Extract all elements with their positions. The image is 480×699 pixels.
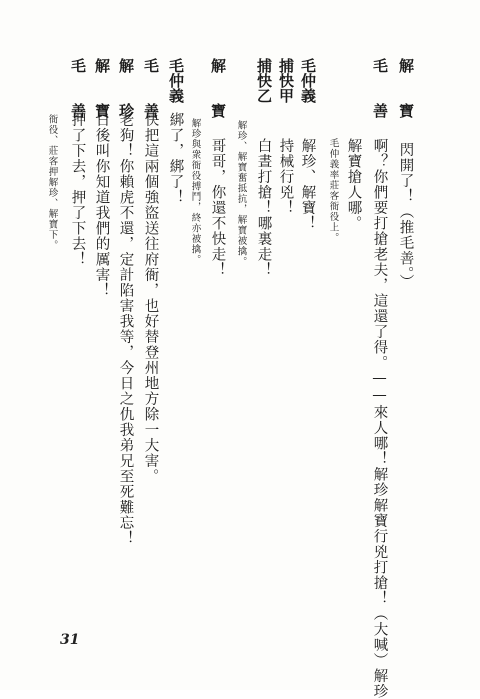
dialogue-line: 快把這兩個強盜送往府衙，也好替登州地方除一大害。 xyxy=(142,112,159,484)
dialogue-line: 哥哥，你還不快走！ xyxy=(209,138,226,278)
dialogue-line: 解珍、解寶！ xyxy=(299,138,316,231)
speaker-name: 捕快甲 xyxy=(277,58,295,103)
dialogue-line: 啊？你們要打搶老夫，這還了得。——來人哪！解珍解寶行兇打搶！（大喊）解珍 xyxy=(371,138,388,699)
speaker-name: 解 寶 xyxy=(93,58,111,118)
dialogue-line: 持械行兇！ xyxy=(277,138,294,216)
dialogue-line: 綁了，綁了！ xyxy=(167,112,184,205)
speaker-name: 毛 善 xyxy=(142,58,160,118)
speaker-name: 毛 善 xyxy=(371,58,389,118)
speaker-name: 毛仲義 xyxy=(167,58,185,103)
dialogue-line: 白晝打搶！哪裏走！ xyxy=(255,138,272,278)
speaker-name: 解 寶 xyxy=(209,58,227,118)
speaker-name: 毛 善 xyxy=(69,58,87,118)
stage-direction: 衙役、莊客押解珍、解寶下。 xyxy=(46,114,58,251)
page-number: 31 xyxy=(60,632,80,648)
speaker-name: 解 寶 xyxy=(397,58,415,118)
speaker-name: 毛仲義 xyxy=(299,58,317,103)
dialogue-line: 日後叫你知道我們的厲害！ xyxy=(93,112,110,298)
speaker-name: 捕快乙 xyxy=(255,58,273,103)
stage-direction: 解珍與衆衙役搏鬥，終亦被擒。 xyxy=(189,118,201,265)
stage-direction: 解珍、解寶奮抵抗，解寶被擒。 xyxy=(235,120,247,267)
stage-direction: 毛仲義率莊客衙役上。 xyxy=(327,138,339,243)
speaker-name: 解 珍 xyxy=(117,58,135,118)
dialogue-line: 解寶搶人哪。 xyxy=(345,138,362,231)
dialogue-line: 老狗！你賴虎不還，定計陷害我等，今日之仇我弟兄至死難忘！ xyxy=(117,112,134,546)
dialogue-line: 押了下去，押了下去！ xyxy=(69,112,86,267)
dialogue-line: 閃開了！（推毛善。） xyxy=(397,142,414,290)
